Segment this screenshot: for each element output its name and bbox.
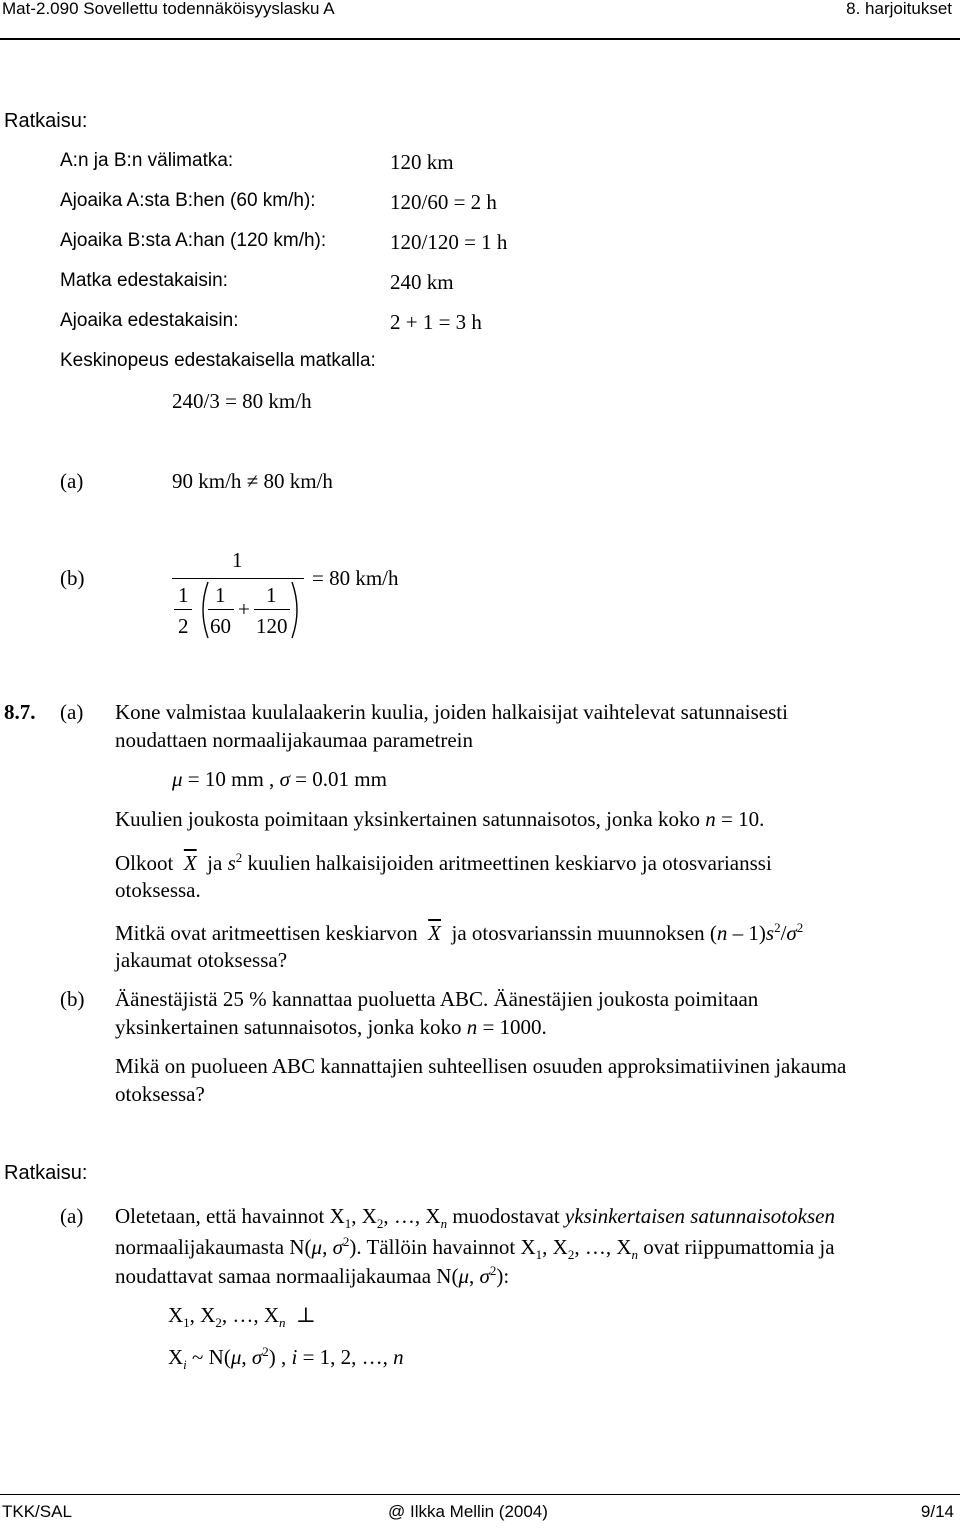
time-ab-label: Ajoaika A:sta B:hen (60 km/h): [60,190,316,211]
distance-value: 120 km [390,150,454,174]
s2-sigma-2: σ [479,1264,490,1288]
tilde-n: ~ N( [186,1345,231,1369]
distance-label: A:n ja B:n välimatka: [60,150,234,171]
problem-a-line1: Kone valmistaa kuulalaakerin kuulia, joiden halkaisijat vaihtelevat satunnaisesti [115,700,788,724]
mu-value: = 10 mm , [182,767,275,791]
sample-line [115,807,764,832]
s2-sigma-3: σ [251,1345,263,1369]
left-paren [196,580,210,640]
s-squared: 2 [235,850,243,865]
course-title: Mat-2.090 Sovellettu todennäköisyyslasku A [2,0,335,18]
part-b-label: (b) [60,566,85,590]
sigma-symbol-2: σ [786,921,797,945]
speed-90: 90 km/h [172,469,242,493]
s2-comma-3: , [241,1345,252,1369]
sub-1: 1 [344,1216,352,1232]
sample-text: Kuulien joukosta poimitaan yksinkertainen satunnaisotos, jonka koko [115,807,700,831]
olkoot-line [115,850,772,876]
s2-l1-text: Oletetaan, että havainnot X [115,1204,345,1228]
slash: / [780,921,787,945]
n-value: = 10. [715,807,765,831]
section-title: 8. harjoitukset [846,0,952,18]
footer-center: @ Ilkka Mellin (2004) [388,1502,548,1521]
sub-2: 2 [376,1216,384,1232]
ja-word: ja [207,851,223,875]
sigma-value: = 0.01 mm [289,767,387,791]
s2-l2-mid: ). Tällöin havainnot X [349,1235,536,1259]
sub-n: n [440,1216,448,1232]
s2-l3-end: ): [496,1264,510,1288]
s2-sep-b: , X [542,1235,568,1259]
main-numerator: 1 [232,548,243,572]
n-symbol-2: n [716,921,728,945]
sub-i: i [183,1357,187,1373]
plus-sign: + [238,597,250,621]
sub-2c: 2 [215,1315,222,1331]
time-ba-label: Ajoaika B:sta A:han (120 km/h): [60,230,327,251]
problem-b-line2-text: yksinkertainen satunnaisotos, jonka koko [115,1015,462,1039]
sub-1c: 1 [183,1315,190,1331]
problem-a-label: (a) [60,700,84,724]
sub-2b: 2 [567,1247,575,1263]
solution2-a-label: (a) [60,1204,84,1228]
problem-b-label: (b) [60,987,85,1011]
olkoot-line2: otoksessa. [115,878,201,902]
part-b-result: = 80 km/h [312,566,399,590]
problem-number: 8.7. [4,700,36,724]
s2-l2-text: normaalijakaumasta N( [115,1235,312,1259]
footer-left: TKK/SAL [2,1502,72,1521]
s2-sep-c: , X [189,1303,216,1327]
speed-80: 80 km/h [263,469,333,493]
roundtrip-distance-value: 240 km [390,270,454,294]
s2-l3-text: noudattavat samaa normaalijakaumaa N( [115,1264,459,1288]
s2-dots: , …, X [383,1204,441,1228]
x-letter: X [168,1303,184,1327]
xbar-symbol: $\overline{X}$ [183,851,197,875]
s2-comma-2: , [468,1264,480,1288]
question-part3: – 1) [727,921,766,945]
f2-bar [254,609,290,610]
f1-bar [208,609,234,610]
n-symbol-3: n [466,1015,478,1039]
problem-b-line2 [115,1015,547,1040]
parameters [172,767,387,792]
part-a-label: (a) [60,469,84,493]
s-squared-2: 2 [774,920,781,935]
s2-dots-b: , …, X [574,1235,632,1259]
s-symbol: s [227,851,236,875]
time-ba-value: 120/120 = 1 h [390,230,508,254]
main-fraction-bar [172,578,304,579]
s2-mu: μ [311,1235,323,1259]
n-symbol: n [705,807,716,831]
s2-sigma: σ [332,1235,343,1259]
x-letter-2: X [168,1345,184,1369]
olkoot-word: Olkoot [115,851,174,875]
question-part1: Mitkä ovat aritmeettisen keskiarvon [115,921,418,945]
s2-mu-2: μ [458,1264,469,1288]
s2-l1-emphasis: yksinkertaisen satunnaisotoksen [564,1204,835,1228]
roundtrip-distance-label: Matka edestakaisin: [60,270,228,291]
sigma-symbol: σ [279,767,290,791]
question-line2: jakaumat otoksessa? [115,948,288,972]
question-line [115,920,803,946]
s-symbol-2: s [765,921,775,945]
f1-numerator: 1 [215,583,226,607]
s2-sep: , X [351,1204,377,1228]
s2-sigma-sq-2: 2 [489,1263,497,1278]
right-paren [290,580,304,640]
part-a-expression [172,469,333,494]
problem-b-n-value: = 1000. [477,1015,547,1039]
mu-symbol: μ [172,767,183,791]
independence-line [168,1303,316,1331]
sub-nb: n [631,1247,639,1263]
s2-mu-3: μ [230,1345,242,1369]
s2-comma: , [322,1235,333,1259]
not-equal-symbol: ≠ [246,469,259,493]
solution2-line2 [115,1234,835,1263]
i-symbol: i [291,1345,298,1369]
roundtrip-time-value: 2 + 1 = 3 h [390,310,482,334]
problem-b-line3: Mikä on puolueen ABC kannattajien suhteellisen osuuden approksimatiivinen jakauma [115,1054,847,1078]
xbar-symbol-2: $\overline{X}$ [428,921,441,945]
solution2-heading: Ratkaisu: [4,1162,88,1184]
solution2-line1 [115,1204,835,1232]
half-denominator: 2 [178,614,189,638]
s2-sigma-sq: 2 [342,1234,350,1249]
s2-sigma-sq-3: 2 [262,1344,269,1359]
close-paren: ) , [268,1345,287,1369]
sub-1b: 1 [535,1247,543,1263]
header-rule [0,38,960,40]
distribution-line [168,1344,404,1373]
sub-nc: n [279,1315,286,1331]
f1-denominator: 60 [210,614,231,638]
s2-dots-c: , …, X [221,1303,280,1327]
s2-l2-end: ovat riippumattomia ja [638,1235,835,1259]
solution2-line3 [115,1263,509,1289]
question-part2: ja otosvarianssin muunnoksen ( [451,921,717,945]
page-number: 9/14 [920,1502,954,1521]
problem-a-line2: noudattaen normaalijakaumaa parametrein [115,728,473,752]
time-ab-value: 120/60 = 2 h [390,190,497,214]
f2-numerator: 1 [266,583,277,607]
footer-rule [0,1494,960,1495]
problem-b-line1: Äänestäjistä 25 % kannattaa puoluetta ABC. Äänestäjien joukosta poimitaan [115,987,759,1011]
half-numerator: 1 [178,583,189,607]
s2-l1-mid: muodostavat [447,1204,565,1228]
problem-b-line4: otoksessa? [115,1082,205,1106]
half-fraction-bar [174,609,192,610]
index-range: = 1, 2, …, [297,1345,388,1369]
sigma-squared: 2 [796,920,804,935]
olkoot-rest: kuulien halkaisijoiden aritmeettinen keskiarvo ja otosvarianssi [247,851,772,875]
n-symbol-4: n [393,1345,404,1369]
perp-symbol: ⊥ [296,1303,316,1327]
f2-denominator: 120 [256,614,288,638]
solution-heading: Ratkaisu: [4,110,88,132]
average-speed-label: Keskinopeus edestakaisella matkalla: [60,350,376,371]
average-speed-value: 240/3 = 80 km/h [172,389,312,413]
roundtrip-time-label: Ajoaika edestakaisin: [60,310,239,331]
